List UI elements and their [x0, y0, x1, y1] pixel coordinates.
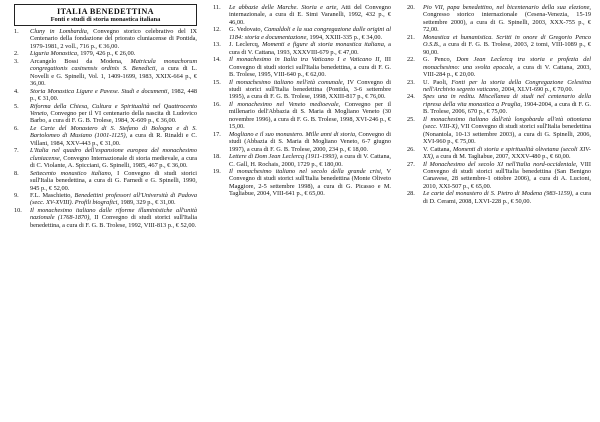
catalog-entry [14, 103, 197, 125]
entry-title: Il Monachesimo del secolo XI nell'Italia nord-occidentale [423, 160, 576, 168]
entry-text [229, 153, 391, 168]
catalog-entry [407, 116, 591, 146]
entry-number: 1. [14, 28, 19, 35]
entry-details: , a cura di F. G. B. Trolese, 2003, 2 tomi, VIII-1089 p., € 90,00. [423, 41, 591, 56]
entry-number: 11. [213, 4, 221, 11]
entry-text [423, 34, 591, 56]
entry-number: 27. [407, 160, 415, 168]
catalog-title: ITALIA BENEDETTINA [57, 7, 154, 16]
entry-text [229, 26, 391, 41]
entry-title: Il monachesimo italiano nel secolo della grande crisi [229, 167, 381, 175]
entry-number: 13. [213, 41, 221, 49]
entry-details: , Convegno di studi (Abbazia di S. Maria di Mogliano Veneto, 6-7 giugno 1997), a cura di F. G. B. Trolese, 2000, 234 p., € 18,00. [229, 130, 391, 153]
entry-title: Matricula monachorum congregationis casinensis ordinis S. Benedicti [30, 57, 198, 73]
entry-title: Momenti e figure di storia monastica italiana [262, 41, 384, 49]
entry-details: , a cura di V. Cattana, C. Gall, H. Rochais, 2000, 1729 p., € 180,00. [229, 153, 391, 168]
entry-number: 8. [14, 169, 19, 177]
entry-number: 26. [407, 145, 415, 153]
entry-title: Il monachesimo nel Veneto medioevale [229, 100, 339, 108]
entry-number: 9. [14, 191, 19, 199]
entry-number: 15. [213, 78, 221, 86]
entry-details: , VII Convegno di studi storici sull'Italia benedettina (Nonantola, 10-13 settembre 2003), a cura di G. Spinelli, 2006, XVI-960 p., € 75,00. [423, 123, 591, 146]
entry-number: 21. [407, 33, 415, 41]
entry-title: Benedettini professori all'Università di Padova (secc. XV-XVIII). Profili biografici [30, 191, 197, 207]
entry-number: 17. [213, 130, 221, 138]
catalog-entry [407, 4, 591, 34]
entry-number: 28. [407, 190, 415, 198]
catalog-entry [407, 161, 591, 191]
entry-title: Storia Monastica Ligure e Pavese. Studi e documenti [30, 87, 168, 95]
entry-details: , a cura di M. Tagliabue, 2007, XXXV-480 p., € 60,00. [432, 153, 571, 161]
catalog-subtitle: Fonti e studi di storia monastica italiana [50, 16, 161, 23]
catalog-entry [407, 93, 591, 115]
entry-details: , Convegno per il VI centenario della nascita di Ludovico Barbo, a cura di F. G. B. Trolese, 1984, X-609 p., € 36,00. [30, 109, 197, 125]
entry-details: , Atti del Convegno internazionale, a cura di E. Simi Varanelli, 1992, 432 p., € 46,00. [229, 4, 391, 26]
entry-details: , 1994, XXIII-335 p., € 34,00. [306, 33, 383, 41]
entry-details: , Convegno storico celebrativo del IX Centenario della fondazione del priorato cluniacense di Pontida, 1979-1981, 2 voll., 716 p., € 36,00. [30, 28, 197, 50]
entry-title: Le Carte del Monastero di S. Stefano di Bologna e di S. Bartolomeo di Musiano (1001-1125) [30, 124, 197, 140]
entry-text [229, 41, 391, 56]
entry-details: , a cura di D. Cerami, 2008, LXVI-228 p., € 50,00. [423, 190, 592, 205]
entry-details: , II Convegno di studi storici sull'Italia benedettina, a cura di F. G. B. Trolese, 1992, VIII-813 p., € 52,00. [30, 214, 197, 229]
catalog-entry [213, 79, 391, 101]
entry-number: 7. [14, 147, 19, 155]
catalog-entry [213, 101, 391, 131]
catalog-entry [14, 28, 197, 50]
column-2 [213, 4, 391, 198]
entry-details: , 1979, 426 p., € 26,00. [77, 50, 136, 58]
entry-text [423, 161, 591, 191]
entry-title: Cluny in Lombardia [30, 28, 87, 35]
entry-details: , a cura di R. Rinaldi e C. Villani, 1984, XXV-443 p., € 31,00. [30, 132, 197, 147]
entry-number: 16. [213, 100, 221, 108]
column-1 [14, 4, 197, 229]
catalog-entry [14, 125, 197, 147]
entry-text [229, 4, 391, 26]
catalog-entry [213, 153, 391, 168]
entry-text [423, 56, 591, 78]
entry-number: 5. [14, 102, 19, 110]
entry-title: Lettere di Dom Jean Leclercq (1911-1993) [229, 153, 337, 161]
entry-text [229, 56, 391, 78]
entry-text [423, 93, 591, 115]
entry-text [30, 207, 197, 229]
entry-author: U. Paoli, [423, 78, 452, 86]
entry-text [30, 88, 197, 103]
entry-number: 4. [14, 87, 19, 95]
entry-text [229, 79, 391, 101]
entry-title: Monastica et humanistica. Scritti in onore di Gregorio Penco O.S.B. [423, 33, 591, 49]
catalog-entry [213, 41, 391, 56]
catalog-entry [213, 26, 391, 41]
entry-title: Pio VII, papa benedettino, nel bicentenario della sua elezione [423, 4, 590, 11]
entry-title: L'Italia nel quadro dell'espansione europea del monachesimo cluniacense [30, 147, 197, 162]
entry-text [229, 131, 391, 153]
entry-number: 2. [14, 50, 19, 58]
entry-title: Il monachesimo in Italia tra Vaticano I e Vaticano II [229, 56, 380, 64]
entry-details: , VIII Convegno di studi storici sull'Italia benedettina (San Benigno Canavese, 28 settembre-1 ottobre 2006), a cura di A. Lucioni, 2010, XXI-507 p., € 65,00. [423, 160, 591, 190]
catalog-entry [407, 190, 591, 205]
entry-number: 20. [407, 4, 415, 11]
catalog-entry [14, 170, 197, 192]
entry-details: , 1989, 329 p., € 31,00. [117, 199, 176, 207]
entry-number: 3. [14, 57, 19, 65]
entry-number: 12. [213, 26, 221, 34]
entry-number: 24. [407, 93, 415, 101]
entry-title: Liguria Monastica [30, 50, 78, 58]
entry-details: , a cura di L. Novelli e G. Spinelli, Vol. 1, 1409-1699, 1983, XXIX-664 p., € 36,00. [30, 65, 197, 88]
catalog-entry [407, 146, 591, 161]
catalog-entry [14, 147, 197, 169]
entry-title: Riforma della Chiesa, Cultura e Spiritualità nel Quattrocento Veneto [30, 102, 197, 117]
catalog-entry [407, 34, 591, 56]
catalog-entry [14, 58, 197, 88]
entry-text [30, 125, 197, 147]
entry-details: , V Convegno di studi storici sull'Italia benedettina (Monte Oliveto Maggiore, 2-5 settembre 1998), a cura di G. Picasso e M. Tagliabue, 2004, VIII-641 p., € 65,00. [229, 167, 391, 198]
entry-author: F.L. Maschietto, [30, 191, 75, 199]
entry-title: Spes una in reditu. Miscellanea di studi nel centenario della ripresa della vita monastica a Praglia [423, 93, 591, 108]
entry-details: , Convegno Internazionale di storia medievale, a cura di C. Violante, A. Spicciani, G. Spinelli, 1985, 467 p., € 36,00. [30, 154, 197, 170]
catalog-entry [213, 4, 391, 26]
entry-text [423, 79, 591, 94]
catalog-entry [407, 79, 591, 94]
entry-number: 25. [407, 115, 415, 123]
entry-number: 19. [213, 167, 221, 175]
catalog-entry [407, 56, 591, 78]
entry-title: Fonti per la storia della Congregazione Celestina nell'Archivio segreto vaticano [423, 78, 591, 93]
entry-number: 22. [407, 56, 415, 64]
entry-details: , a cura di V. Cattana, 1993, XXXVIII-679 p., € 47,00. [229, 41, 391, 56]
entry-text [30, 192, 197, 207]
entry-title: Dom Jean Leclercq tra storia e profezia del monachesimo: una svolta epocale [423, 56, 592, 71]
catalog-entry [213, 131, 391, 153]
entry-text [423, 146, 591, 161]
entry-title: Il monachesimo italiano dalle riforme illuministiche all'unità nazionale (1768-1870) [30, 206, 197, 222]
entry-number: 6. [14, 124, 19, 132]
catalog-entry [14, 88, 197, 103]
entry-text [423, 190, 591, 205]
entry-number: 14. [213, 56, 221, 64]
entry-number: 23. [407, 78, 415, 86]
entry-author: G. Vedovato, [229, 26, 264, 34]
catalog-header [14, 4, 197, 26]
entry-details: , 1904-2004, a cura di F. G. B. Trolese, 2006, 670 p., € 75,00. [423, 100, 591, 116]
entry-details: , III Convegno di studi storici sull'Italia benedettina, a cura di F. G. B. Trolese, 1995, VIII-640 p., € 62,00. [229, 56, 391, 79]
entry-text [30, 50, 197, 57]
catalog-entry [14, 192, 197, 207]
entry-details: , a cura di V. Cattana, 2003, VIII-284 p., € 20,00. [423, 63, 592, 79]
entry-title: Mogliano e il suo monastero. Mille anni di storia [229, 130, 356, 138]
entry-text [30, 58, 197, 88]
entry-author: V. Cattana, [423, 145, 453, 153]
entry-number: 10. [14, 206, 22, 214]
entry-details: , 1982, 448 p., € 31,00. [30, 87, 197, 103]
entry-title: Momenti di storia e spiritualità olivetana (secoli XIV-XX) [423, 145, 592, 161]
entry-text [229, 168, 391, 198]
entry-title: Il monachesimo italiano nell'età comunale [229, 78, 343, 86]
catalog-entry [213, 168, 391, 198]
entry-text [30, 103, 197, 125]
entry-text [423, 116, 591, 146]
entry-details: , I Convegno di studi storici sull'Italia benedettina, a cura di G. Farnedi e G. Spinelli, 1990, 945 p., € 52,00. [30, 169, 198, 192]
entry-title: Settecento monastico italiano [30, 169, 111, 177]
entry-text [30, 28, 197, 50]
entry-title: Le carte del monastero di S. Pietro di Modena (983-1159) [423, 190, 572, 198]
entry-text [30, 147, 197, 169]
column-3 [407, 4, 591, 205]
entry-author: J. Leclercq, [229, 41, 263, 49]
entry-text [423, 4, 591, 34]
entry-number: 18. [213, 153, 221, 161]
entry-text [30, 170, 197, 192]
entry-text [229, 101, 391, 131]
entry-title: Le abbazie delle Marche. Storia e arte [229, 4, 337, 11]
entry-author: G. Penco, [423, 56, 457, 64]
entry-title: Camaldoli e la sua congregazione dalle origini al 1184: storia e documentazione [229, 26, 391, 41]
entry-details: , Convegno per il millenario dell'Abbazia di S. Maria di Mogliano Veneto (30 novembre 1996), a cura di F. G. B. Trolese, 1998, XVI-246 p., € 15,00. [229, 100, 391, 131]
entry-details: , Congresso storico internazionale (Cesena-Venezia, 15-19 settembre 2000), a cura di G. Spinelli, 2003, XXX-755 p., € 72,00. [423, 4, 591, 34]
catalog-entry [213, 56, 391, 78]
entry-title: Il monachesimo italiano dall'età longobarda all'età ottoniana (secc. VIII-X) [423, 115, 591, 131]
catalog-entry [14, 207, 197, 229]
catalog-entry [14, 50, 197, 57]
entry-details: , IV Convegno di studi storici sull'Italia benedettina (Pontida, 3-6 settembre 1995), a cura di F. G. B. Trolese, 1998, XXIII-817 p., € 76,00. [229, 78, 391, 101]
entry-author: Arcangelo Bossi da Modena, [30, 57, 131, 65]
entry-details: , 2004, XLVI-690 p., € 70,00. [498, 85, 574, 93]
